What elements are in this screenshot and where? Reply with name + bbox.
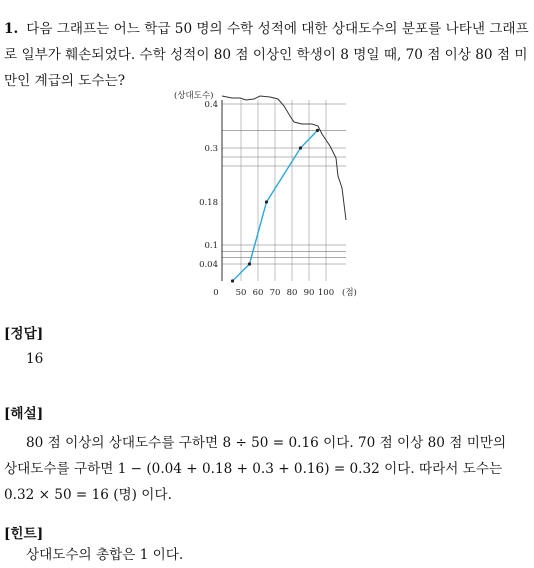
y-tick-label: 0.04 (199, 260, 218, 270)
relative-frequency-graph (170, 86, 360, 300)
explanation-title: [해설] (4, 406, 44, 422)
data-point (265, 200, 268, 203)
answer-value: 16 (26, 351, 44, 367)
y-tick-label: 0.3 (204, 144, 218, 154)
data-point (299, 146, 302, 149)
answer-title: [정답] (4, 326, 44, 342)
data-point (248, 262, 251, 265)
grid-lines (222, 100, 346, 281)
explanation-line-1: 80 점 이상의 상대도수를 구하면 8 ÷ 50 = 0.16 이다. 70 점 이상 80 점 미만의 (26, 435, 507, 451)
y-tick-label: 0.1 (204, 241, 218, 251)
x-tick-label: 90 (303, 288, 315, 298)
graph-svg (170, 86, 360, 300)
data-point (231, 279, 234, 282)
y-tick-label: 0.4 (204, 100, 218, 110)
x-tick-label: 80 (286, 288, 298, 298)
question-text (4, 16, 532, 94)
x-tick-labels (213, 288, 334, 298)
question-body: 다음 그래프는 어느 학급 50 명의 수학 성적에 대한 상대도수의 분포를 나타낸 그래프로 일부가 훼손되었다. 수학 성적이 80 점 이상인 학생이 8 명일 때, 70 점 이상 80 점 미만인 계급의 도수는? (4, 21, 529, 89)
x-tick-label: 0 (213, 288, 219, 298)
x-tick-label: 100 (317, 288, 335, 298)
y-tick-labels (199, 100, 218, 270)
hint-title: [힌트] (4, 526, 44, 542)
hint-text: 상대도수의 총합은 1 이다. (26, 547, 184, 563)
y-tick-label: 0.18 (199, 198, 218, 208)
question-number: 1. (4, 21, 19, 37)
x-tick-label: 70 (269, 288, 281, 298)
explanation-line-3: 0.32 × 50 = 16 (명) 이다. (4, 487, 172, 503)
data-point (316, 129, 319, 132)
x-axis-label: (점) (342, 288, 357, 298)
x-tick-label: 60 (252, 288, 264, 298)
x-tick-label: 50 (235, 288, 247, 298)
explanation-line-2: 상대도수를 구하면 1 − (0.04 + 0.18 + 0.3 + 0.16) = 0.32 이다. 따라서 도수는 (4, 461, 503, 477)
torn-edge (222, 96, 346, 220)
y-axis-label: (상대도수) (174, 91, 214, 101)
